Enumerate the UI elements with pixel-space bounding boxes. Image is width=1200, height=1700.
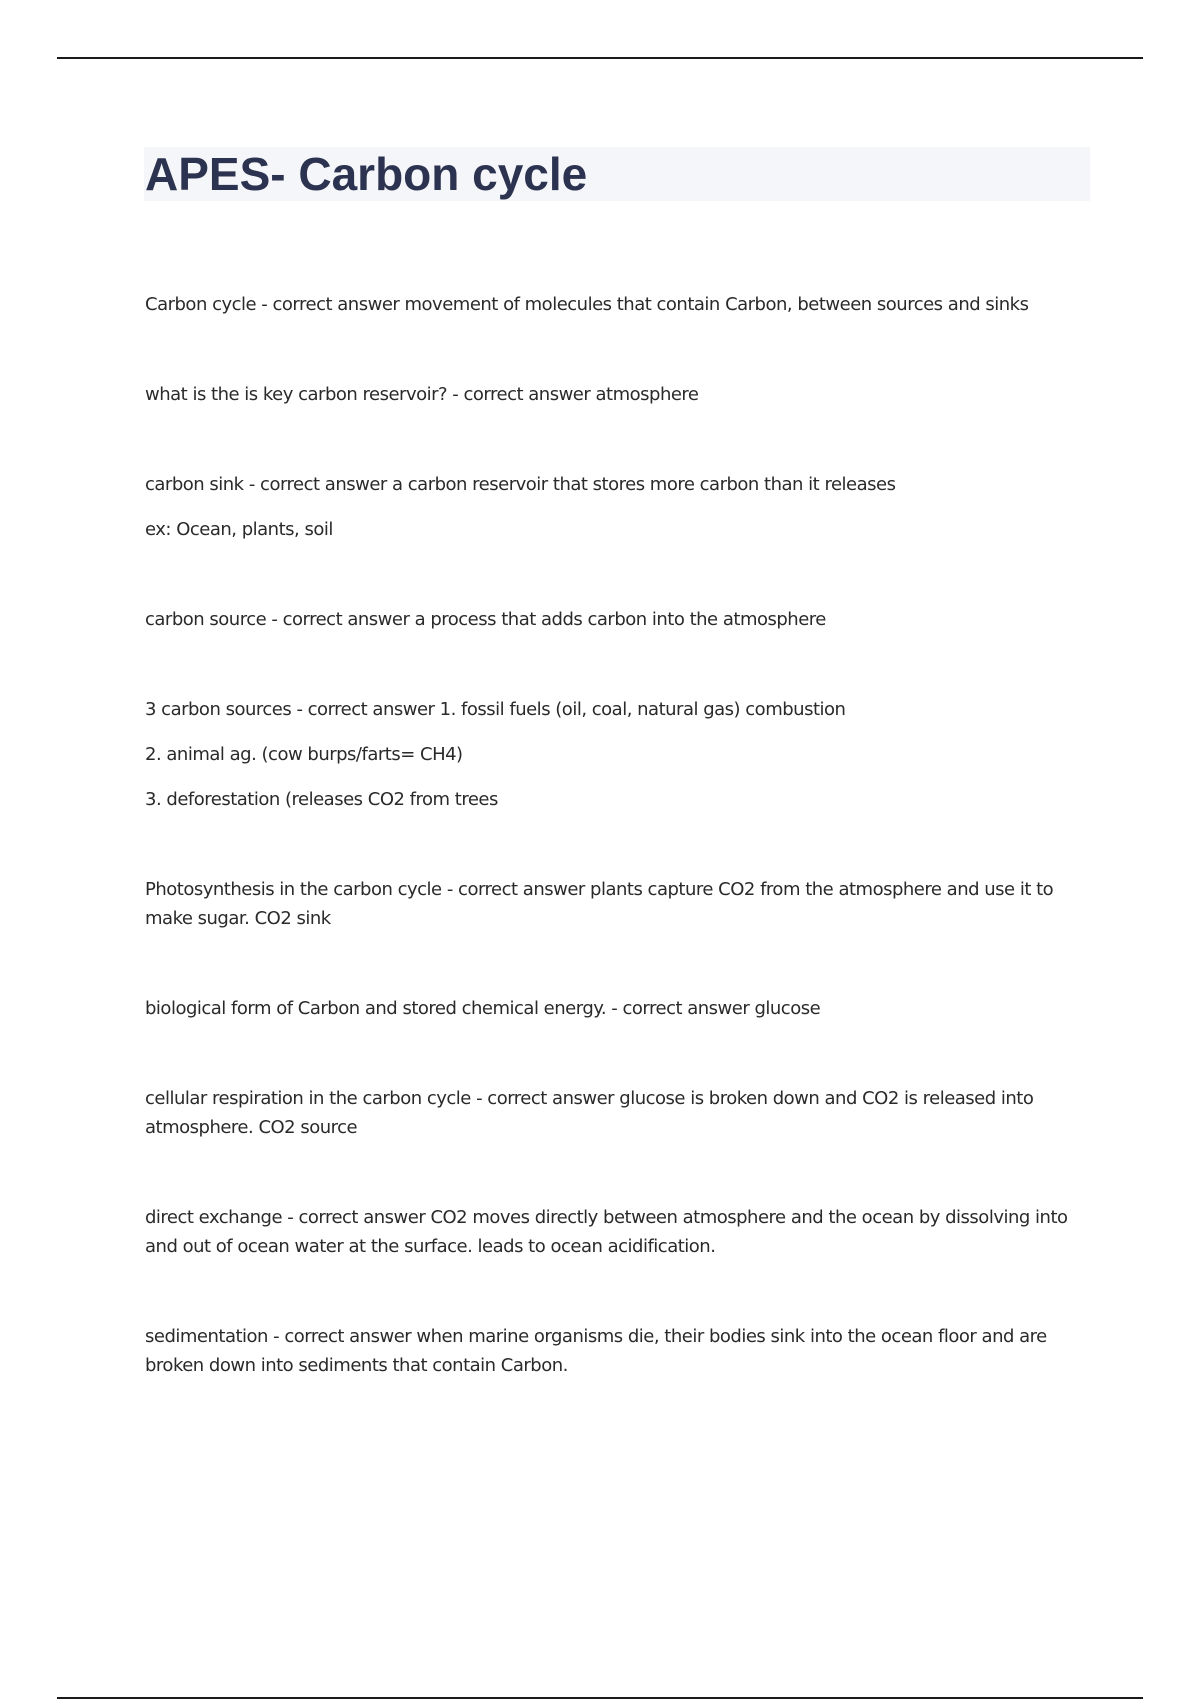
document-title: APES- Carbon cycle [145,148,588,200]
flashcard-entry [145,994,1090,1023]
flashcard-entry [145,470,1090,544]
flashcard-entry [145,1322,1090,1380]
entry-text: direct exchange - correct answer CO2 moves directly between atmosphere and the ocean by dissolving into and out of ocean water at the surface. leads to ocean acidification. [145,1207,1068,1257]
flashcard-entry [145,605,1090,634]
entry-text: 2. animal ag. (cow burps/farts= CH4) [145,744,463,765]
flashcard-entry [145,290,1090,319]
flashcard-entry [145,380,1090,409]
entry-text: biological form of Carbon and stored chemical energy. - correct answer glucose [145,998,821,1019]
flashcard-entry [145,875,1090,933]
flashcard-entry [145,1084,1090,1142]
flashcard-entry [145,1203,1090,1261]
entry-text: Photosynthesis in the carbon cycle - correct answer plants capture CO2 from the atmosphere and use it to make sugar. CO2 sink [145,879,1054,929]
entry-text: 3 carbon sources - correct answer 1. fossil fuels (oil, coal, natural gas) combustion [145,699,846,720]
entry-text: what is the is key carbon reservoir? - correct answer atmosphere [145,384,699,405]
entry-text: 3. deforestation (releases CO2 from trees [145,789,498,810]
entry-text: ex: Ocean, plants, soil [145,519,333,540]
flashcard-entry [145,695,1090,814]
entry-text: carbon sink - correct answer a carbon reservoir that stores more carbon than it releases [145,474,896,495]
flashcard-list [145,290,1090,1441]
entry-text: Carbon cycle - correct answer movement of molecules that contain Carbon, between sources and sinks [145,294,1029,315]
entry-text: sedimentation - correct answer when marine organisms die, their bodies sink into the ocean floor and are broken down into sediments that contain Carbon. [145,1326,1047,1376]
footer-rule [57,1697,1143,1699]
entry-text: cellular respiration in the carbon cycle - correct answer glucose is broken down and CO2 is released into atmosphere. CO2 source [145,1088,1034,1138]
header-rule [57,57,1143,59]
entry-text: carbon source - correct answer a process that adds carbon into the atmosphere [145,609,826,630]
